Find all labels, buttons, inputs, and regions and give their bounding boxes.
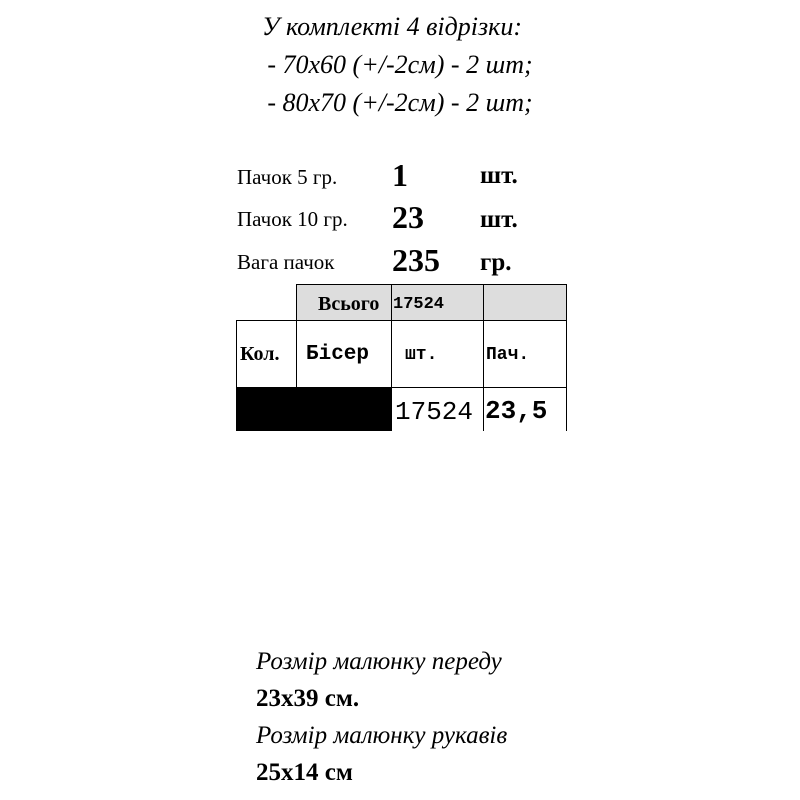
grid-line [236, 387, 566, 388]
header-biser: Бісер [306, 343, 370, 366]
stat-value: 235 [392, 242, 440, 278]
stat-unit: шт. [480, 162, 518, 189]
front-size-label: Розмір малюнку переду [256, 648, 502, 675]
kit-item-1: - 70х60 (+/-2см) - 2 шт; [267, 50, 533, 79]
front-size-value: 23х39 см. [256, 685, 360, 712]
kit-item-2: - 80х70 (+/-2см) - 2 шт; [267, 88, 533, 117]
kit-title: У комплекті 4 відрізки: [262, 12, 522, 41]
sleeve-size-label: Розмір малюнку рукавів [256, 722, 508, 749]
row-sht-value: 17524 [395, 397, 474, 427]
total-value: 17524 [393, 295, 445, 314]
header-sht: шт. [405, 345, 438, 365]
grid-line [391, 284, 392, 431]
grid-line [566, 284, 567, 431]
header-pach: Пач. [486, 345, 530, 365]
header-kol: Кол. [240, 343, 280, 365]
stat-label: Вага пачок [237, 250, 335, 274]
stat-label: Пачок 5 гр. [237, 165, 338, 189]
stat-label: Пачок 10 гр. [237, 207, 348, 231]
total-label: Всього [318, 293, 380, 315]
row-pach-value: 23,5 [485, 396, 548, 426]
stat-unit: гр. [480, 249, 512, 276]
stat-value: 23 [392, 199, 424, 235]
grid-line [296, 284, 566, 285]
grid-line [483, 284, 484, 431]
total-empty-cell [483, 284, 566, 320]
grid-line [236, 320, 566, 321]
stat-value: 1 [392, 157, 408, 193]
grid-line [296, 284, 297, 388]
color-swatch [236, 388, 391, 431]
sleeve-size-value: 25х14 см [256, 759, 353, 786]
grid-line [236, 320, 237, 431]
stat-unit: шт. [480, 206, 518, 233]
